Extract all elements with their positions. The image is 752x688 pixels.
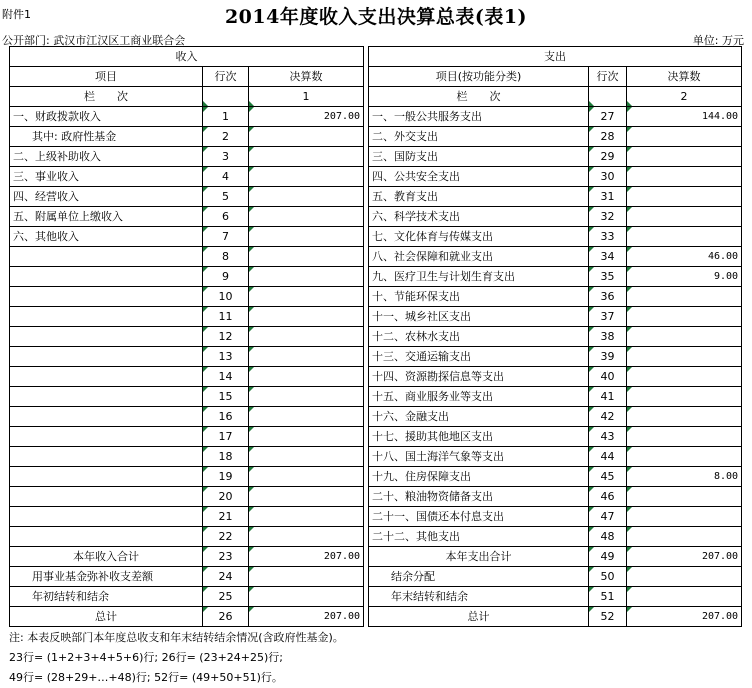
expense-line-no: 36 [589,287,627,307]
department-label: 公开部门: 武汉市江汉区工商业联合会 [2,34,186,47]
income-line-no: 16 [203,407,249,427]
expense-amount [627,307,742,327]
income-line-no: 18 [203,447,249,467]
expense-amount: 46.00 [627,247,742,267]
income-line-no: 14 [203,367,249,387]
expense-amount [627,367,742,387]
expense-line-no: 39 [589,347,627,367]
expense-line-no: 51 [589,587,627,607]
income-line-no: 15 [203,387,249,407]
income-amount [249,407,364,427]
expense-line-no: 34 [589,247,627,267]
income-line-no: 25 [203,587,249,607]
income-amount [249,367,364,387]
attachment-label: 附件1 [2,8,31,21]
expense-col-line [589,87,627,107]
expense-line-no: 41 [589,387,627,407]
expense-header-item: 项目(按功能分类) [369,67,589,87]
income-amount [249,527,364,547]
income-item [10,327,203,347]
expense-item: 年末结转和结余 [369,587,589,607]
income-amount [249,507,364,527]
income-line-no: 26 [203,607,249,627]
income-line-no: 20 [203,487,249,507]
expense-item: 七、文化体育与传媒支出 [369,227,589,247]
footnotes [9,628,344,688]
expense-item: 一、一般公共服务支出 [369,107,589,127]
note-line: 49行= (28+29+…+48)行; 52行= (49+50+51)行。 [9,671,283,684]
income-item: 本年收入合计 [10,547,203,567]
table-row [10,387,742,407]
income-item [10,507,203,527]
income-amount [249,187,364,207]
income-line-no: 11 [203,307,249,327]
income-amount [249,207,364,227]
table-row [10,227,742,247]
table-row [10,207,742,227]
expense-item: 十七、援助其他地区支出 [369,427,589,447]
expense-amount [627,387,742,407]
expense-amount [627,507,742,527]
income-amount: 207.00 [249,547,364,567]
expense-item: 二十二、其他支出 [369,527,589,547]
expense-amount: 9.00 [627,267,742,287]
table-row [10,167,742,187]
income-amount [249,327,364,347]
income-line-no: 4 [203,167,249,187]
unit-label: 单位: 万元 [692,34,744,47]
expense-amount [627,147,742,167]
income-amount [249,267,364,287]
table-row [10,187,742,207]
expense-header-line: 行次 [589,67,627,87]
expense-item: 三、国防支出 [369,147,589,167]
expense-line-no: 52 [589,607,627,627]
expense-item: 二十、粮油物资储备支出 [369,487,589,507]
table-row [10,307,742,327]
income-item [10,267,203,287]
income-amount [249,287,364,307]
table-row [10,347,742,367]
expense-line-no: 32 [589,207,627,227]
income-section-title: 收入 [10,47,364,67]
expense-col-index: 2 [627,87,742,107]
expense-line-no: 40 [589,367,627,387]
expense-amount: 207.00 [627,607,742,627]
table-row [10,147,742,167]
expense-amount: 8.00 [627,467,742,487]
section-header-row [10,47,742,67]
expense-amount [627,187,742,207]
income-item: 六、其他收入 [10,227,203,247]
income-line-no: 6 [203,207,249,227]
expense-item: 十九、住房保障支出 [369,467,589,487]
expense-line-no: 31 [589,187,627,207]
income-item: 一、财政拨款收入 [10,107,203,127]
expense-amount [627,287,742,307]
table-row [10,327,742,347]
income-item [10,407,203,427]
income-item [10,447,203,467]
income-line-no: 7 [203,227,249,247]
expense-item: 四、公共安全支出 [369,167,589,187]
income-item [10,367,203,387]
income-col-index: 1 [249,87,364,107]
income-item [10,527,203,547]
income-col-label: 栏 次 [10,87,203,107]
income-amount [249,427,364,447]
expense-amount [627,327,742,347]
table-row [10,427,742,447]
expense-item: 总计 [369,607,589,627]
expense-line-no: 50 [589,567,627,587]
expense-item: 十一、城乡社区支出 [369,307,589,327]
table-row [10,467,742,487]
income-amount [249,447,364,467]
income-amount [249,167,364,187]
income-line-no: 8 [203,247,249,267]
income-item [10,347,203,367]
expense-item: 八、社会保障和就业支出 [369,247,589,267]
income-line-no: 19 [203,467,249,487]
income-item [10,307,203,327]
income-item: 总计 [10,607,203,627]
expense-amount [627,127,742,147]
expense-item: 结余分配 [369,567,589,587]
note-line: 23行= (1+2+3+4+5+6)行; 26行= (23+24+25)行; [9,651,283,664]
income-item [10,427,203,447]
total-row [10,547,742,567]
income-line-no: 12 [203,327,249,347]
expense-item: 六、科学技术支出 [369,207,589,227]
income-line-no: 2 [203,127,249,147]
table-row [10,267,742,287]
table-row [10,527,742,547]
income-amount [249,227,364,247]
expense-item: 九、医疗卫生与计划生育支出 [369,267,589,287]
income-line-no: 21 [203,507,249,527]
expense-amount [627,207,742,227]
expense-item: 十三、交通运输支出 [369,347,589,367]
expense-line-no: 29 [589,147,627,167]
income-amount [249,147,364,167]
expense-amount [627,587,742,607]
table-row [10,367,742,387]
table-row [10,127,742,147]
expense-amount [627,427,742,447]
income-line-no: 13 [203,347,249,367]
expense-item: 十、节能环保支出 [369,287,589,307]
income-line-no: 3 [203,147,249,167]
expense-line-no: 38 [589,327,627,347]
expense-header-amount: 决算数 [627,67,742,87]
expense-item: 二、外交支出 [369,127,589,147]
total-row [10,567,742,587]
expense-item: 十二、农林水支出 [369,327,589,347]
expense-amount [627,407,742,427]
table-row [10,287,742,307]
expense-line-no: 47 [589,507,627,527]
expense-amount [627,347,742,367]
expense-line-no: 37 [589,307,627,327]
expense-item: 十八、国土海洋气象等支出 [369,447,589,467]
expense-col-label: 栏 次 [369,87,589,107]
note-line: 注: 本表反映部门本年度总收支和年末结转结余情况(含政府性基金)。 [9,631,344,644]
income-line-no: 9 [203,267,249,287]
table-row [10,407,742,427]
income-amount [249,347,364,367]
income-amount [249,587,364,607]
income-item [10,387,203,407]
expense-amount [627,447,742,467]
total-row [10,607,742,627]
table-row [10,447,742,467]
expense-amount [627,487,742,507]
income-item [10,247,203,267]
income-amount [249,567,364,587]
income-item: 用事业基金弥补收支差额 [10,567,203,587]
table-row [10,247,742,267]
expense-section-title: 支出 [369,47,742,67]
income-item: 二、上级补助收入 [10,147,203,167]
expense-amount: 207.00 [627,547,742,567]
income-item: 三、事业收入 [10,167,203,187]
expense-line-no: 27 [589,107,627,127]
income-col-line [203,87,249,107]
expense-line-no: 35 [589,267,627,287]
expense-item: 十五、商业服务业等支出 [369,387,589,407]
table-row [10,487,742,507]
expense-amount [627,527,742,547]
income-amount: 207.00 [249,607,364,627]
income-line-no: 10 [203,287,249,307]
expense-line-no: 43 [589,427,627,447]
income-item: 四、经营收入 [10,187,203,207]
income-line-no: 24 [203,567,249,587]
income-amount [249,387,364,407]
expense-item: 二十一、国债还本付息支出 [369,507,589,527]
expense-item: 本年支出合计 [369,547,589,567]
income-amount [249,247,364,267]
expense-line-no: 28 [589,127,627,147]
income-line-no: 1 [203,107,249,127]
expense-amount [627,167,742,187]
expense-item: 五、教育支出 [369,187,589,207]
income-header-item: 项目 [10,67,203,87]
income-item: 五、附属单位上缴收入 [10,207,203,227]
expense-line-no: 44 [589,447,627,467]
income-amount [249,487,364,507]
expense-line-no: 45 [589,467,627,487]
expense-line-no: 30 [589,167,627,187]
expense-amount [627,567,742,587]
expense-amount [627,227,742,247]
table-row [10,507,742,527]
income-line-no: 23 [203,547,249,567]
expense-amount: 144.00 [627,107,742,127]
income-header-line: 行次 [203,67,249,87]
income-amount [249,307,364,327]
expense-item: 十六、金融支出 [369,407,589,427]
income-item: 年初结转和结余 [10,587,203,607]
page-title: 2014年度收入支出决算总表(表1) [224,6,528,28]
income-line-no: 17 [203,427,249,447]
income-item [10,287,203,307]
income-amount [249,467,364,487]
expense-item: 十四、资源勘探信息等支出 [369,367,589,387]
income-header-amount: 决算数 [249,67,364,87]
income-amount: 207.00 [249,107,364,127]
income-line-no: 5 [203,187,249,207]
expense-line-no: 33 [589,227,627,247]
expense-line-no: 42 [589,407,627,427]
expense-line-no: 49 [589,547,627,567]
budget-table [9,46,742,627]
column-header-row [10,67,742,87]
income-line-no: 22 [203,527,249,547]
expense-line-no: 48 [589,527,627,547]
column-index-row [10,87,742,107]
expense-line-no: 46 [589,487,627,507]
income-item: 其中: 政府性基金 [10,127,203,147]
table-row [10,107,742,127]
income-amount [249,127,364,147]
income-item [10,487,203,507]
total-row [10,587,742,607]
income-item [10,467,203,487]
